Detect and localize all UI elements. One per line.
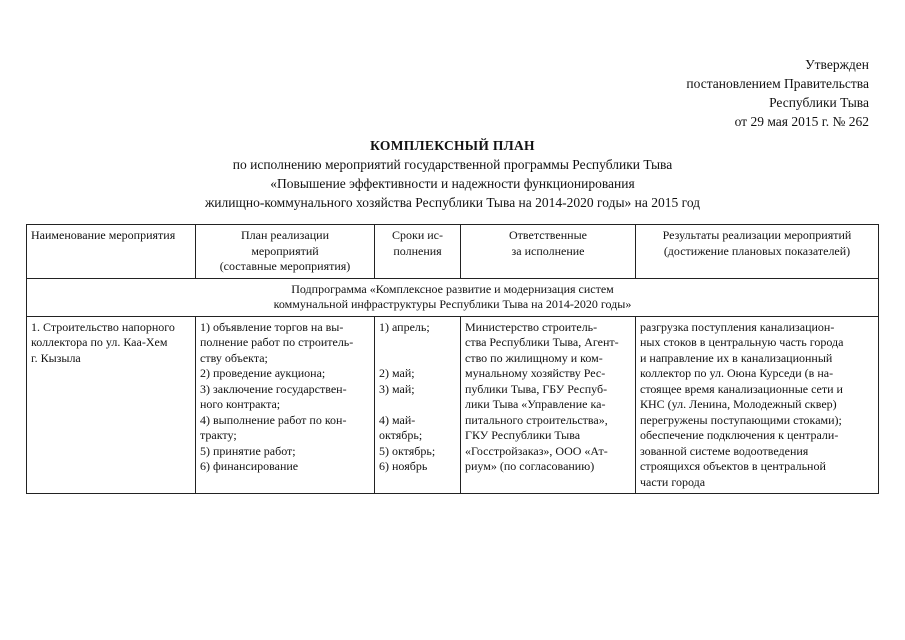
cell-name: [27, 316, 196, 494]
cell-line: питального строительства»,: [465, 412, 608, 427]
header-text: полнения: [393, 243, 442, 258]
header-text: мероприятий: [251, 243, 319, 258]
header-responsible: [461, 225, 636, 279]
cell-line: части города: [640, 474, 706, 489]
cell-line: лики Тыва «Управление ка-: [465, 397, 606, 411]
cell-line: 6) финансирование: [200, 459, 299, 473]
document-subtitle-line: по исполнению мероприятий государственной программы Республики Тыва: [232, 157, 673, 172]
subprogram-cell: [27, 278, 879, 316]
approval-line: Республики Тыва: [769, 95, 869, 110]
cell-terms: [375, 316, 461, 494]
cell-line: публики Тыва, ГБУ Респуб-: [465, 381, 608, 396]
table-header-row: [27, 225, 879, 279]
approval-line: постановлением Правительства: [686, 76, 869, 91]
cell-line: ного контракта;: [200, 397, 281, 411]
cell-line: 2) май;: [379, 366, 415, 380]
document-title: КОМПЛЕКСНЫЙ ПЛАН: [370, 138, 535, 153]
cell-results: [636, 316, 879, 494]
cell-line: стоящее время канализационные сети и: [640, 381, 843, 396]
cell-line: ства Республики Тыва, Агент-: [465, 335, 619, 349]
cell-line: КНС (ул. Ленина, Молодежный сквер): [640, 397, 837, 411]
header-text: Наименование мероприятия: [31, 228, 176, 242]
cell-line: г. Кызыла: [31, 350, 81, 365]
cell-line: 5) октябрь;: [379, 443, 436, 458]
cell-line: [379, 397, 456, 413]
cell-line: «Госстройзаказ», ООО «Ат-: [465, 443, 608, 458]
approval-line: Утвержден: [805, 57, 869, 72]
cell-line: 1) объявление торгов на вы-: [200, 319, 344, 334]
header-terms: [375, 225, 461, 279]
header-text: Сроки ис-: [392, 228, 443, 242]
cell-line: строящихся объектов в центральной: [640, 459, 826, 473]
cell-line: 2) проведение аукциона;: [200, 366, 326, 380]
cell-line: ство по жилищному и ком-: [465, 350, 603, 365]
cell-line: риум» (по согласованию): [465, 459, 595, 473]
cell-line: зованной системе водоотведения: [640, 443, 809, 458]
header-name: [27, 225, 196, 279]
cell-line: и направление их в канализационный: [640, 350, 833, 365]
cell-line: Министерство строитель-: [465, 319, 598, 334]
header-text: (составные мероприятия): [219, 259, 351, 273]
cell-line: 3) заключение государствен-: [200, 381, 347, 396]
header-text: План реализации: [240, 228, 330, 242]
header-text: Ответственные: [509, 228, 587, 242]
subprogram-row: [27, 278, 879, 316]
header-text: за исполнение: [511, 243, 585, 258]
approval-line: от 29 мая 2015 г. № 262: [734, 114, 869, 129]
cell-line: коллектор по ул. Оюна Курседи (в на-: [640, 366, 834, 380]
table-row: [27, 316, 879, 494]
document-subtitle-line: «Повышение эффективности и надежности функционирования: [270, 176, 635, 191]
cell-line: перегружены поступающими стоками);: [640, 412, 842, 427]
header-text: Результаты реализации мероприятий: [662, 228, 852, 242]
cell-responsible: [461, 316, 636, 494]
cell-line: 1) апрель;: [379, 319, 430, 334]
header-plan: [196, 225, 375, 279]
document-subtitle-line: жилищно-коммунального хозяйства Республики Тыва на 2014-2020 годы» на 2015 год: [204, 195, 701, 210]
cell-line: обеспечение подключения к централи-: [640, 428, 839, 442]
cell-line: тракту;: [200, 428, 237, 442]
header-results: [636, 225, 879, 279]
approval-stamp: [686, 55, 869, 131]
cell-plan: [196, 316, 375, 494]
cell-line: полнение работ по строитель-: [200, 335, 354, 349]
cell-line: 3) май;: [379, 381, 415, 396]
cell-line: 6) ноябрь: [379, 459, 428, 473]
cell-line: разгрузка поступления канализацион-: [640, 319, 835, 334]
cell-line: коллектора по ул. Каа-Хем: [31, 335, 168, 349]
cell-line: [379, 335, 456, 351]
cell-line: 4) выполнение работ по кон-: [200, 412, 347, 427]
cell-line: 5) принятие работ;: [200, 443, 296, 458]
cell-line: ству объекта;: [200, 350, 268, 365]
cell-line: 4) май-: [379, 412, 416, 427]
cell-line: мунальному хозяйству Рес-: [465, 366, 606, 380]
cell-line: октябрь;: [379, 428, 423, 442]
cell-line: ГКУ Республики Тыва: [465, 428, 581, 442]
subprogram-line: Подпрограмма «Комплексное развитие и модернизация систем: [291, 281, 614, 296]
subprogram-line: коммунальной инфраструктуры Республики Тыва на 2014-2020 годы»: [273, 297, 632, 311]
cell-line: [379, 351, 456, 367]
plan-table: [26, 224, 879, 494]
cell-line: 1. Строительство напорного: [31, 319, 175, 334]
cell-line: ных стоков в центральную часть города: [640, 335, 844, 349]
document-heading: [0, 136, 905, 212]
header-text: (достижение плановых показателей): [663, 243, 851, 258]
